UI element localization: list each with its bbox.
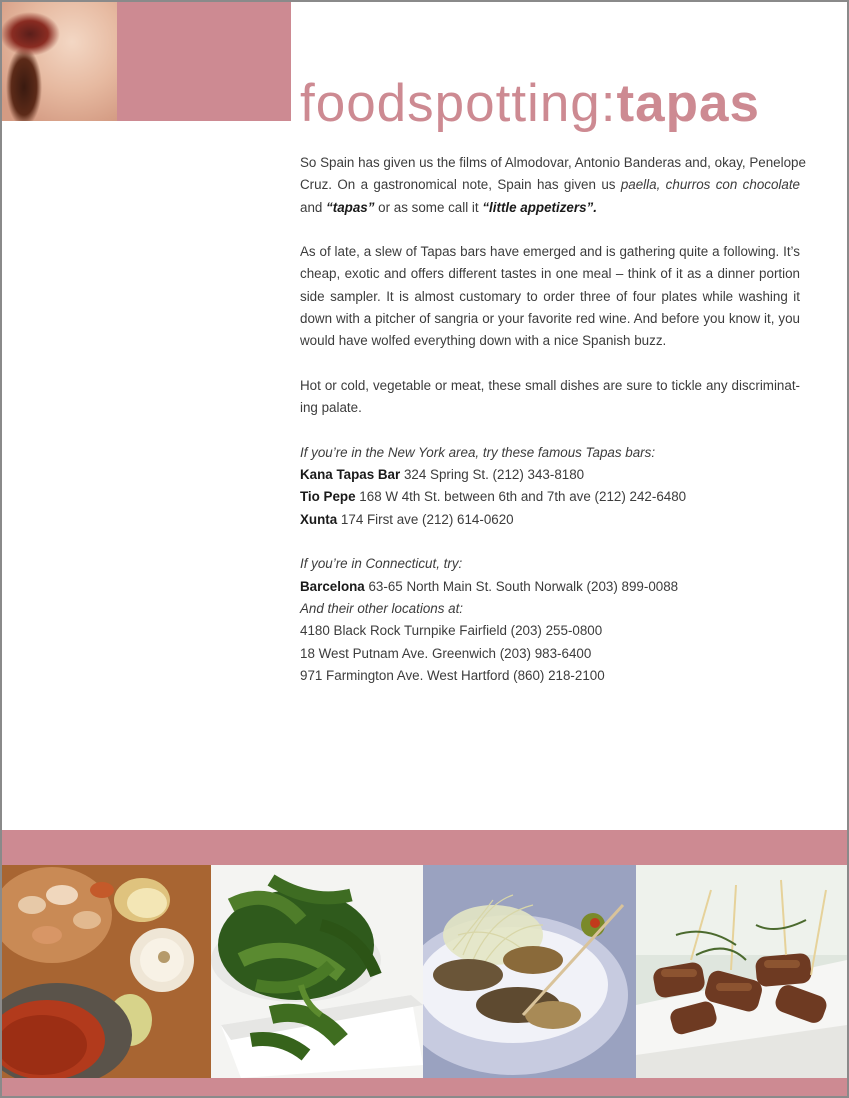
photo-band-top: [2, 830, 847, 865]
intro-line-2-start: Cruz. On a gastronomical note, Spain has given us: [300, 177, 621, 193]
intro-line-3: [300, 197, 800, 219]
other-locations-intro: [300, 598, 800, 620]
little-appetizers-emphasis: “little appetizers”.: [482, 199, 597, 215]
bar-details: 168 W 4th St. between 6th and 7th ave (212) 242-6480: [355, 489, 687, 505]
location-entry: 971 Farmington Ave. West Hartford (860) 218-2100: [300, 667, 605, 683]
page-title: [300, 74, 760, 134]
title-light: foodspotting:: [300, 74, 617, 133]
bar-name: Xunta: [300, 511, 338, 527]
title-bold: tapas: [616, 74, 760, 133]
bar-details: 324 Spring St. (212) 343-8180: [400, 467, 585, 483]
new-york-section: [300, 442, 800, 531]
paragraph-2: As of late, a slew of Tapas bars have emerged and is gathering quite a following. It’s cheap, exotic and offers different tastes in one meal – think of it as a dinner portion side sampler. It is almost customary to order three of four plates while washing it down with a pitcher of sangria or your favorite red wine. And before you know it, you would have wolfed everything down with a nice Spanish buzz.: [300, 244, 800, 349]
new-york-intro: [300, 442, 800, 464]
connecticut-intro-text: If you’re in Connecticut, try:: [300, 556, 463, 572]
photo-band-bottom: [2, 1078, 847, 1096]
olive-skewer-sprouts-photo: [423, 865, 636, 1078]
bar-entry: [300, 576, 800, 598]
intro-line-3-mid: or as some call it: [374, 199, 483, 215]
connecticut-section: [300, 553, 800, 687]
bar-name: Tio Pepe: [300, 489, 356, 505]
intro-line-2-italic: paella, churros con chocolate: [620, 177, 800, 193]
intro-line-1: So Spain has given us the films of Almodovar, Antonio Banderas and, okay, Penelope: [300, 155, 806, 170]
bar-details: 63-65 North Main St. South Norwalk (203) 899-0088: [364, 578, 679, 594]
connecticut-intro: [300, 553, 800, 575]
new-york-intro-text: If you’re in the New York area, try these famous Tapas bars:: [300, 444, 656, 460]
breaded-meat-skewers-photo: [636, 865, 847, 1078]
bar-name: Kana Tapas Bar: [300, 467, 401, 483]
header-color-block: [117, 2, 291, 121]
intro-line-2: [300, 174, 800, 196]
shrimp-garlic-paprika-photo: [2, 865, 211, 1078]
paragraph-3: Hot or cold, vegetable or meat, these small dishes are sure to tickle any discriminat- ing palate.: [300, 377, 800, 416]
bar-entry: [300, 509, 800, 531]
intro-line-3-start: and: [300, 199, 327, 215]
page: [2, 2, 847, 1096]
location-entry: 18 West Putnam Ave. Greenwich (203) 983-6400: [300, 645, 592, 661]
bar-entry: [300, 486, 800, 508]
bar-details: 174 First ave (212) 614-0620: [337, 511, 514, 527]
intro-paragraph: [300, 152, 806, 219]
tapas-emphasis: “tapas”: [326, 199, 375, 215]
bar-entry: [300, 464, 800, 486]
bar-name: Barcelona: [300, 578, 365, 594]
padron-peppers-photo: [211, 865, 423, 1078]
other-locations-intro-text: And their other locations at:: [300, 600, 464, 616]
article-body: [300, 152, 806, 709]
location-entry: 4180 Black Rock Turnpike Fairfield (203) 255-0800: [300, 623, 603, 639]
chocolate-lips-photo: [2, 2, 117, 121]
